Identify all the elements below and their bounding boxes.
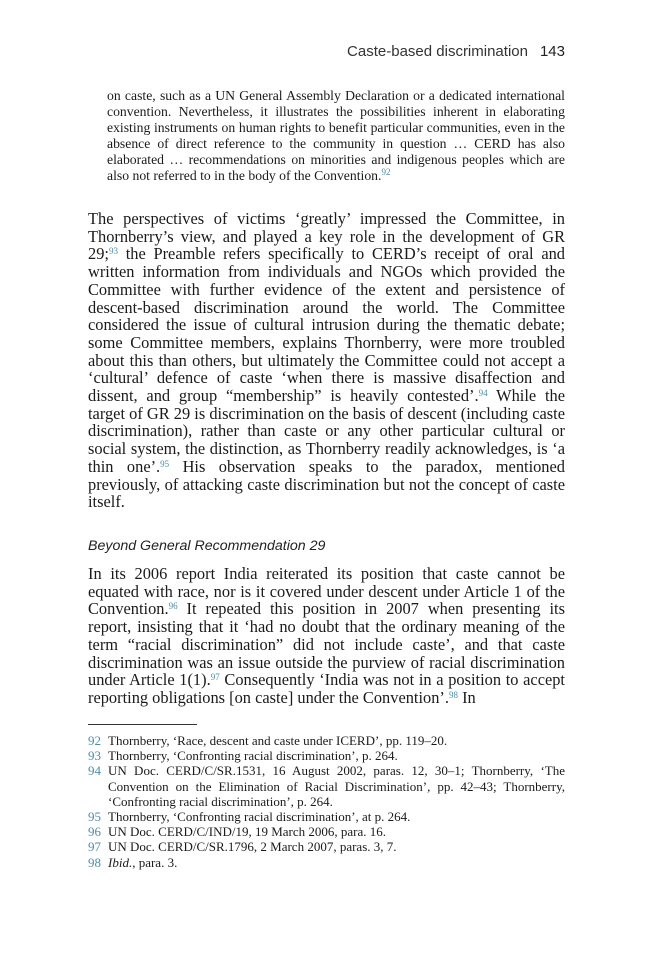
para2-sentence-2: It repeated this position in 2007 when presenting its report, insisting that it ‘had no doubt that the ordinary meaning of the term “racial discrimination” did not include caste’, and that caste discrimination was an issue outside the purview of racial discrimination under Article 1(1). <box>88 599 565 690</box>
footnote-item <box>88 809 565 824</box>
footnote-text: Thornberry, ‘Confronting racial discrimination’, p. 264. <box>108 748 398 764</box>
footnote-ref-93[interactable]: 93 <box>108 246 118 257</box>
page-number: 143 <box>539 43 565 60</box>
section-heading: Beyond General Recommendation 29 <box>88 538 326 554</box>
footnote-number: 92 <box>88 733 101 748</box>
footnote-ref-96[interactable]: 96 <box>168 601 178 612</box>
para1-sentence-4: His observation speaks to the paradox, mentioned previously, of attacking caste discrimination but not the concept of caste itself. <box>88 456 565 512</box>
footnote-divider <box>88 724 197 725</box>
footnote-text: UN Doc. CERD/C/SR.1796, 2 March 2007, paras. 3, 7. <box>108 839 397 855</box>
quote-text: on caste, such as a UN General Assembly Declaration or a dedicated international convention. Nevertheless, it illustrates the possibilities inherent in elaborating existing instruments on human rights to benefit particular communities, even in the absence of direct reference to the community in question … CERD has also elaborated … recommendations on minorities and indigenous peoples which are also not referred to in the body of the Convention. <box>107 88 565 183</box>
para2-sentence-4: In <box>457 687 476 707</box>
footnote-number: 93 <box>88 748 101 764</box>
para1-sentence-1: The perspectives of victims ‘greatly’ impressed the Committee, in Thornberry’s view, and played a key role in the development of GR 29; <box>88 209 565 264</box>
footnote-item <box>88 855 565 870</box>
footnote-item <box>88 824 565 839</box>
footnote-number: 98 <box>88 854 101 870</box>
footnote-ref-95[interactable]: 95 <box>160 458 170 469</box>
footnote-ref-97[interactable]: 97 <box>210 672 220 683</box>
footnote-ibid: Ibid. <box>108 854 133 870</box>
para1-sentence-2: the Preamble refers specifically to CERD’s receipt of oral and written information from individuals and NGOs which provided the Committee with further evidence of the extent and persistence of descent-based discrimination around the world. The Committee considered the issue of cultural intrusion during the thematic debate; some Committee members, explains Thornberry, were more troubled about this than others, but ultimately the Committee could not accept a ‘cultural’ defence of caste ‘when there is massive disaffection and dissent, and group “membership” is heavily contested’. <box>88 244 565 406</box>
para1-sentence-3: While the target of GR 29 is discrimination on the basis of descent (including caste discrimination), rather than caste or any other particular cultural or social system, the distinction, as Thornberry readily acknowledges, is ‘a thin one’. <box>88 386 565 476</box>
footnote-ref-98[interactable]: 98 <box>448 689 458 700</box>
footnote-number: 96 <box>88 824 101 840</box>
running-title: Caste-based discrimination <box>347 43 528 60</box>
footnote-item <box>88 763 565 809</box>
footnote-text-rest: , para. 3. <box>132 854 178 870</box>
footnote-ref-94[interactable]: 94 <box>478 388 488 399</box>
running-header <box>347 43 565 60</box>
footnote-ref-92[interactable]: 92 <box>381 166 391 177</box>
para2-sentence-1: In its 2006 report India reiterated its position that caste cannot be equated with race, nor is it covered under descent under Article 1 of the Convention. <box>88 564 565 619</box>
footnotes <box>88 733 565 870</box>
footnote-number: 95 <box>88 809 101 825</box>
block-quote <box>107 88 565 183</box>
footnote-item <box>88 733 565 748</box>
footnote-text: UN Doc. CERD/C/SR.1531, 16 August 2002, paras. 12, 30–1; Thornberry, ‘The Convention on the Elimination of Racial Discrimination’, pp. 42–43; Thornberry, ‘Confronting racial discrimination’, p. 264. <box>108 763 565 809</box>
body-paragraph-2 <box>88 565 565 707</box>
footnote-number: 97 <box>88 839 101 855</box>
footnote-item <box>88 748 565 763</box>
footnote-text: Thornberry, ‘Race, descent and caste under ICERD’, pp. 119–20. <box>108 733 448 748</box>
para2-sentence-3: Consequently ‘India was not in a position to accept reporting obligations [on caste] under the Convention’. <box>88 670 565 707</box>
body-paragraph-1 <box>88 210 565 511</box>
footnote-text: Thornberry, ‘Confronting racial discrimination’, at p. 264. <box>108 809 411 825</box>
footnote-text: UN Doc. CERD/C/IND/19, 19 March 2006, para. 16. <box>108 824 387 840</box>
footnote-text <box>108 855 565 870</box>
footnote-item <box>88 839 565 854</box>
footnote-number: 94 <box>88 763 101 779</box>
